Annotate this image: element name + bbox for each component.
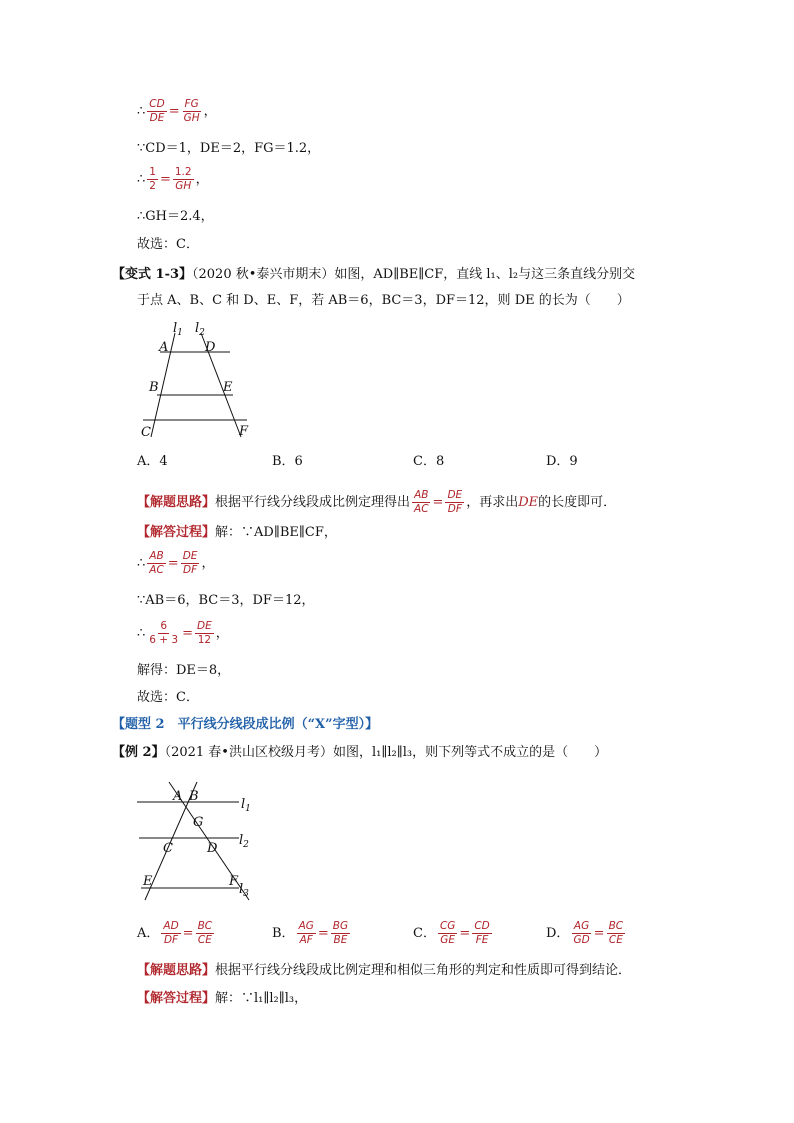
fraction-numerator: DE [197,620,212,632]
answer-line: 故选：C． [137,690,199,705]
equals-sign: = [459,926,471,941]
solution-idea-line [137,962,631,980]
label-a: A [173,789,183,804]
option-b[interactable] [272,920,352,947]
fraction-denominator: 12 [197,634,212,646]
fraction [147,166,158,193]
label-d: D [205,340,216,355]
fraction-numerator: DE [447,489,463,501]
label-b: B [149,380,159,395]
fraction [195,620,214,647]
fraction-denominator: DE [149,112,165,124]
punctuation: ， [201,556,215,571]
substitution-line [137,620,229,647]
fraction-numerator: CG [439,920,456,932]
fraction-numerator: 6 [160,620,168,632]
option-label: C． [413,926,436,941]
answer-line: 故选：C． [137,237,199,252]
fraction-denominator: DF [447,503,462,515]
option-b[interactable]: B．6 [272,454,303,469]
process-tag: 【解答过程】 [137,991,216,1006]
result-line: ∴GH＝2.4， [137,209,214,224]
fraction [147,98,166,125]
punctuation: ， [203,104,217,119]
punctuation: ， [195,172,209,187]
therefore-symbol: ∴ [137,104,146,119]
fraction-denominator: DF [163,934,179,946]
equals-sign: = [168,104,180,119]
label-l1: $l_1$ [173,321,183,338]
punctuation: ， [215,626,229,641]
option-a[interactable]: A．4 [137,454,168,469]
label-l2: $l_2$ [239,833,249,850]
fraction [161,920,180,947]
therefore-symbol: ∴ [137,556,146,571]
fraction-numerator: 1.2 [174,166,192,178]
fraction [297,920,316,947]
label-b: B [189,789,199,804]
fraction-numerator: 1 [149,166,156,178]
label-l2: $l_2$ [195,321,205,338]
label-e: E [143,874,153,889]
fraction-denominator: BE [333,934,348,946]
fraction-denominator: 2 [149,180,156,192]
fraction [331,920,350,947]
solution-process-line [137,990,307,1008]
option-a[interactable] [137,920,216,947]
label-l3: $l_3$ [239,882,249,899]
fraction-numerator: AG [298,920,314,932]
variant-tag: 【变式 1-3】 [112,267,193,282]
option-label: B． [272,926,295,941]
option-c[interactable] [413,920,494,947]
label-c: C [163,841,173,856]
fraction-denominator: AF [299,934,313,946]
proportion-line [137,550,214,577]
process-text: 解：∵AD∥BE∥CF， [215,525,337,540]
fraction [182,98,202,125]
fraction [173,166,194,193]
fraction-denominator: CE [608,934,623,946]
option-label: A． [137,926,160,941]
label-c: C [141,425,151,440]
fraction [438,920,457,947]
idea-text: 的长度即可． [538,495,617,510]
label-l1: $l_1$ [241,797,251,814]
parallel-lines-figure [135,315,265,443]
label-f: F [239,424,249,439]
given-values-line: ∵CD＝1，DE＝2，FG＝1.2， [137,141,321,156]
example-question-line [112,744,607,762]
substitution-line [137,166,209,193]
fraction-denominator: GE [440,934,456,946]
fraction-numerator: AB [149,550,164,562]
label-f: F [229,874,239,889]
fraction-denominator: AC [414,503,429,515]
equals-sign: = [432,495,444,510]
fraction-denominator: FE [475,934,489,946]
process-tag: 【解答过程】 [137,525,216,540]
fraction [196,920,215,947]
therefore-symbol: ∴ [137,626,146,641]
idea-text: ，再求出 [466,495,519,510]
fraction-numerator: AB [414,489,429,501]
fraction [472,920,491,947]
idea-text: 根据平行线分线段成比例定理和相似三角形的判定和性质即可得到结论． [215,963,632,978]
equals-sign: = [182,926,194,941]
question-text: （2020 秋•泰兴市期末）如图，AD∥BE∥CF，直线 l₁、l₂与这三条直线分别交 [192,267,636,282]
fraction-numerator: BC [197,920,213,932]
fraction-numerator: AG [573,920,590,932]
idea-text: 根据平行线分线段成比例定理得出 [215,495,411,510]
fraction-denominator: CE [197,934,212,946]
fraction-denominator: DF [183,564,198,576]
equals-sign: = [182,626,194,641]
option-label: D． [546,926,570,941]
label-e: E [223,380,233,395]
fraction [571,920,591,947]
fraction-numerator: CD [149,98,165,110]
variant-question-line-2: 于点 A、B、C 和 D、E、F，若 AB＝6，BC＝3，DF＝12，则 DE 的长为（ ） [137,293,630,308]
fraction-denominator: 6 + 3 [149,634,179,646]
therefore-symbol: ∴ [137,172,146,187]
fraction [412,489,431,516]
fraction [147,620,180,647]
idea-variable: DE [518,495,539,510]
option-d[interactable]: D．9 [546,454,578,469]
x-shape-figure [135,780,265,908]
equals-sign: = [593,926,605,941]
label-d: D [207,841,218,856]
label-a: A [159,340,169,355]
fraction-numerator: BG [332,920,349,932]
variant-question-line-1 [112,266,635,284]
question-text: （2021 春•洪山区校级月考）如图，l₁∥l₂∥l₃，则下列等式不成立的是（ ） [164,745,608,760]
fraction-numerator: DE [182,550,198,562]
fraction [147,550,166,577]
fraction-denominator: GH [175,180,192,192]
solution-process-line [137,524,337,542]
fraction-denominator: GH [183,112,200,124]
solved-line: 解得：DE＝8， [137,663,231,678]
idea-tag: 【解题思路】 [137,963,216,978]
process-text: 解：∵l₁∥l₂∥l₃， [215,991,308,1006]
solution-idea-line [137,489,616,516]
label-g: G [193,815,204,830]
idea-tag: 【解题思路】 [137,495,216,510]
fraction [607,920,626,947]
topic-heading: 【题型 2 平行线分线段成比例（“X”字型）】 [112,717,379,732]
fraction-denominator: GD [573,934,590,946]
fraction-numerator: BC [608,920,624,932]
step-ratio-line [137,98,217,125]
equals-sign: = [159,172,171,187]
example-tag: 【例 2】 [112,745,165,760]
fraction-numerator: AD [163,920,179,932]
given-values-line: ∵AB＝6，BC＝3，DF＝12， [137,593,315,608]
option-d[interactable] [546,920,627,947]
option-c[interactable]: C．8 [413,454,445,469]
fraction [181,550,200,577]
fraction-numerator: FG [184,98,199,110]
fraction-numerator: CD [474,920,490,932]
equals-sign: = [317,926,329,941]
fraction [445,489,464,516]
equals-sign: = [167,556,179,571]
fraction-denominator: AC [149,564,164,576]
